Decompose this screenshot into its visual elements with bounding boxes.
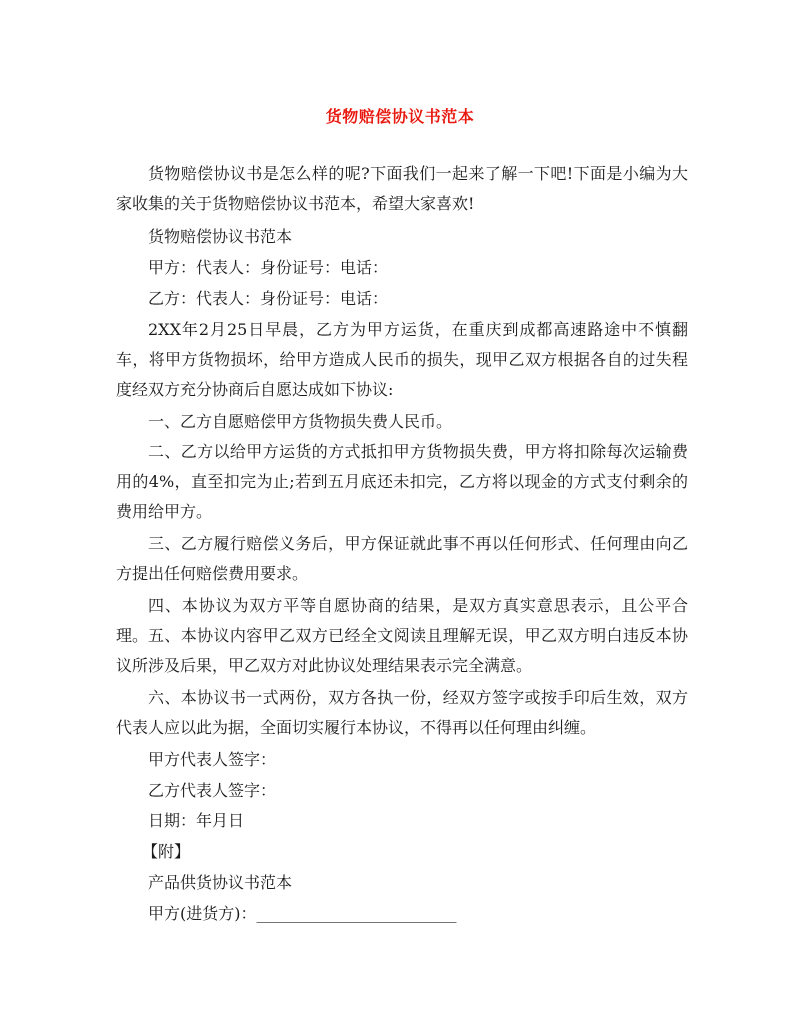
party-b-line: 乙方：代表人：身份证号：电话：	[148, 289, 389, 308]
signature-party-a: 甲方代表人签字：	[148, 750, 277, 769]
document-title: 货物赔偿协议书范本	[325, 107, 475, 126]
appendix-title: 产品供货协议书范本	[148, 873, 293, 892]
clause-2: 二、乙方以给甲方运货的方式抵扣甲方货物损失费，甲方将扣除每次运输费用的4%，直至扣完为止;若到五月底还未扣完，乙方将以现金的方式支付剩余的费用给甲方。	[116, 442, 688, 521]
clause-5: 五、本协议内容甲乙双方已经全文阅读且理解无误，甲乙双方明白违反本协议所涉及后果，甲乙双方对此协议处理结果表示完全满意。	[116, 626, 688, 675]
clause-6: 六、本协议书一式两份，双方各执一份，经双方签字或按手印后生效，双方代表人应以此为据，全面切实履行本协议，不得再以任何理由纠缠。	[116, 688, 688, 737]
agreement-subtitle: 货物赔偿协议书范本	[148, 227, 293, 246]
signature-party-b: 乙方代表人签字：	[148, 781, 277, 800]
clause-3: 三、乙方履行赔偿义务后，甲方保证就此事不再以任何形式、任何理由向乙方提出任何赔偿费用要求。	[116, 534, 688, 583]
clause-4: 四、本协议为双方平等自愿协商的结果，是双方真实意思表示，且公平合理。	[116, 596, 688, 645]
background-paragraph: 2XX年2月25日早晨，乙方为甲方运货，在重庆到成都高速路途中不慎翻车，将甲方货物损坏，给甲方造成人民币的损失，现甲乙双方根据各自的过失程度经双方充分协商后自愿达成如下协议:	[116, 320, 688, 399]
appendix-label: 【附】	[142, 842, 191, 861]
party-a-line: 甲方：代表人：身份证号：电话：	[148, 258, 389, 277]
intro-paragraph: 货物赔偿协议书是怎么样的呢?下面我们一起来了解一下吧!下面是小编为大家收集的关于货物赔偿协议书范本，希望大家喜欢!	[116, 164, 688, 213]
clause-1: 一、乙方自愿赔偿甲方货物损失费人民币。	[148, 412, 453, 431]
date-line: 日期：年月日	[148, 811, 245, 830]
buyer-line: 甲方(进货方)：_________________________	[148, 904, 457, 923]
